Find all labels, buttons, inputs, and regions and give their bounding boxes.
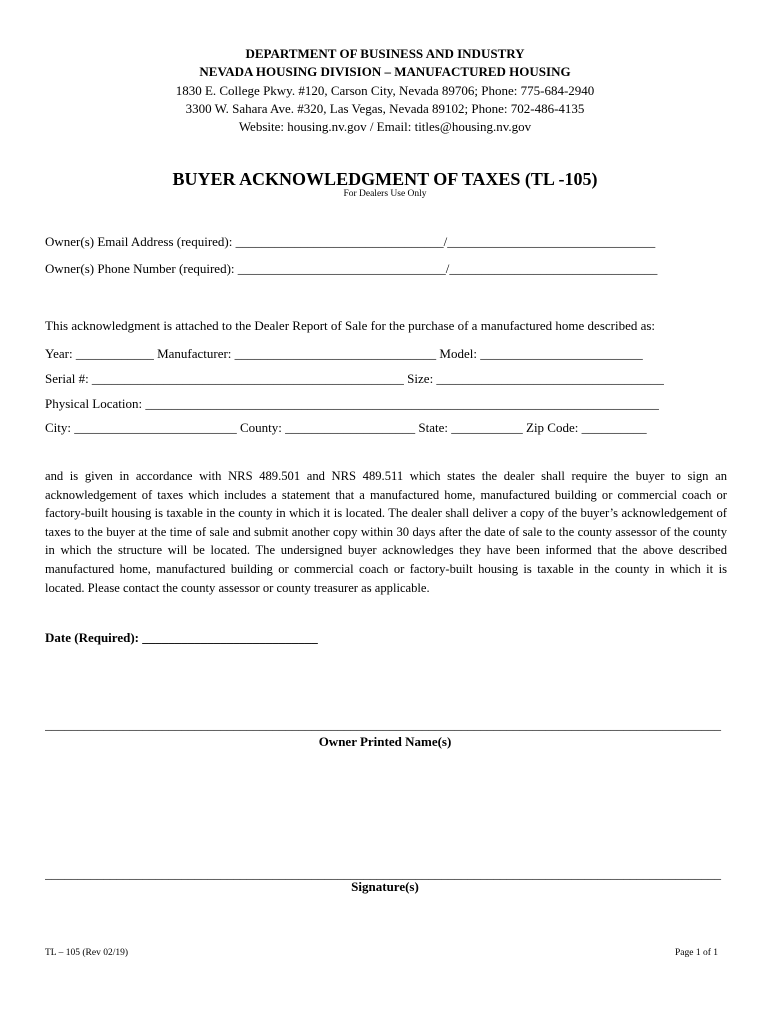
form-title: BUYER ACKNOWLEDGMENT OF TAXES (TL -105) [172, 169, 598, 189]
city-county-state-zip-field[interactable]: City: _________________________ County: ____________________ State: ___________ Zip Code: __________ [45, 420, 647, 435]
department-heading: DEPARTMENT OF BUSINESS AND INDUSTRY [245, 46, 525, 61]
signature-line[interactable]: ________________________________________________________________________________________________________ [45, 866, 721, 881]
page-number: Page 1 of 1 [674, 948, 718, 958]
owner-email-field[interactable]: Owner(s) Email Address (required): ________________________________/________________________________ [45, 234, 656, 249]
intro-text: This acknowledgment is attached to the Dealer Report of Sale for the purchase of a manufactured home described as: [45, 318, 656, 333]
serial-size-field[interactable]: Serial #: ________________________________________________ Size: ___________________________________ [45, 371, 664, 386]
website-email: Website: housing.nv.gov / Email: titles@housing.nv.gov [238, 119, 532, 134]
owner-phone-field[interactable]: Owner(s) Phone Number (required): ________________________________/________________________________ [45, 261, 658, 276]
printed-name-label: Owner Printed Name(s) [318, 734, 452, 749]
division-heading: NEVADA HOUSING DIVISION – MANUFACTURED HOUSING [199, 64, 571, 79]
physical-location-field[interactable]: Physical Location: _______________________________________________________________________________ [45, 396, 659, 411]
signature-label: Signature(s) [351, 879, 419, 894]
form-subtitle: For Dealers Use Only [343, 189, 427, 199]
carson-address: 1830 E. College Pkwy. #120, Carson City, Nevada 89706; Phone: 775-684-2940 [175, 83, 595, 98]
year-manufacturer-model-field[interactable]: Year: ____________ Manufacturer: _______________________________ Model: _________________________ [45, 346, 643, 361]
tax-statement-paragraph: and is given in accordance with NRS 489.501 and NRS 489.511 which states the dealer shall require the buyer to sign an acknowledgement of taxes which includes a statement that a manufactured home, manufactured building or commercial coach or factory-built housing is taxable in the county in which it is located. The dealer shall deliver a copy of the buyer’s acknowledgement of taxes to the buyer at the time of sale and submit another copy within 30 days after the date of sale to the county assessor of the county in which the structure will be located. The undersigned buyer acknowledges they have been informed that the above described manufactured home, manufactured building or commercial coach or factory-built housing is taxable in the county in which it is located. Please contact the county assessor or county treasurer as applicable. [45, 469, 727, 595]
date-field[interactable]: Date (Required): ___________________________ [45, 630, 318, 645]
form-revision-id: TL – 105 (Rev 02/19) [45, 948, 129, 958]
vegas-address: 3300 W. Sahara Ave. #320, Las Vegas, Nevada 89102; Phone: 702-486-4135 [185, 101, 585, 116]
printed-name-line[interactable]: ________________________________________________________________________________________________________ [45, 717, 721, 732]
